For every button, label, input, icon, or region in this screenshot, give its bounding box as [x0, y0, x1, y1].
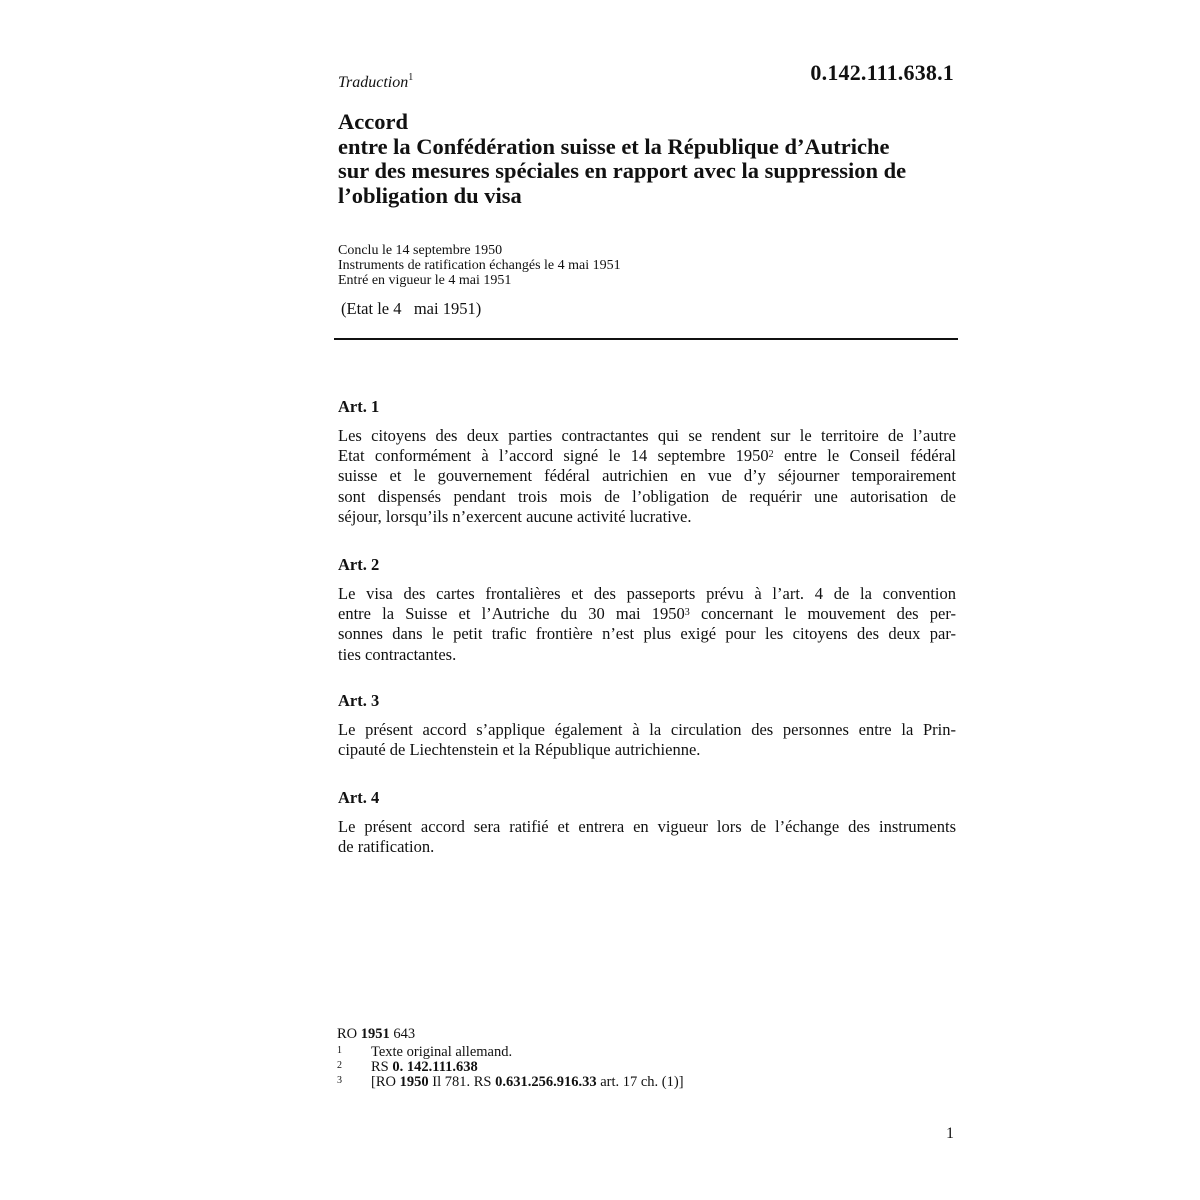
footnote-ref-2: 2: [768, 449, 774, 461]
footnote-rs-number: 0.631.256.916.33: [495, 1074, 597, 1090]
entree-en-vigueur: Entré en vigueur le 4 mai 1951: [338, 273, 512, 288]
ro-year: 1951: [360, 1026, 390, 1042]
article-line: cipauté de Liechtenstein et la République autrichienne.: [338, 740, 701, 760]
document-title: [338, 110, 968, 208]
footnote-number: 2: [337, 1060, 342, 1071]
article-line: [338, 446, 956, 466]
footnote-rs-number: 0. 142.111.638: [392, 1059, 478, 1075]
article-line-text: entre le Conseil fédéral: [773, 446, 956, 466]
instruments-date: Instruments de ratification échangés le 4 mai 1951: [338, 258, 621, 273]
footnote-2: [337, 1060, 684, 1075]
article-heading: Art. 3: [338, 691, 380, 710]
title-line: Accord: [338, 109, 408, 134]
ro-reference: [337, 1027, 684, 1042]
article-line: Le présent accord sera ratifié et entrera en vigueur lors de l’échange des instruments: [338, 817, 956, 836]
article-line: ties contractantes.: [338, 644, 457, 664]
footnote-text: [371, 1060, 478, 1075]
etat-date: (Etat le 4 mai 1951): [341, 299, 482, 318]
article-line: de ratification.: [338, 837, 435, 857]
article-line-text: Etat conformément à l’accord signé le 14 septembre 1950: [338, 446, 769, 466]
footnote-ref-3: 3: [684, 607, 690, 619]
footnote-number: 1: [337, 1045, 342, 1056]
article-line: sonnes dans le petit trafic frontière n’est plus exigé pour les citoyens des deux par-: [338, 624, 956, 644]
article-1: [338, 397, 956, 527]
footnote-ro-year: 1950: [399, 1074, 429, 1090]
title-line: sur des mesures spéciales en rapport avec la suppression de: [338, 158, 907, 183]
article-line: [338, 604, 956, 624]
footnote-number: 3: [337, 1075, 342, 1086]
ro-prefix: RO: [337, 1026, 358, 1042]
footnote-ref-1: 1: [408, 72, 414, 83]
sr-number: 0.142.111.638.1: [810, 60, 954, 85]
article-2: [338, 555, 956, 665]
header-divider: [334, 338, 958, 340]
article-line-text: concernant le mouvement des per-: [689, 604, 956, 624]
title-line: l’obligation du visa: [338, 182, 522, 208]
footnote-text: [371, 1075, 684, 1090]
footnote-text: Texte original allemand.: [371, 1044, 513, 1060]
article-line-text: entre la Suisse et l’Autriche du 30 mai 1950: [338, 604, 685, 624]
article-3: [338, 691, 956, 760]
traduction-label: [338, 74, 413, 92]
traduction-text: Traduction: [338, 74, 409, 91]
article-line: sont dispensés pendant trois mois de l’obligation de requérir une autorisation de: [338, 486, 956, 506]
footnote-prefix: RS: [371, 1059, 393, 1075]
article-line: Le présent accord s’applique également à la circulation des personnes entre la Prin-: [338, 720, 956, 739]
ro-page: 643: [393, 1026, 416, 1042]
title-line: entre la Confédération suisse et la République d’Autriche: [338, 133, 890, 159]
article-line: Le visa des cartes frontalières et des passeports prévu à l’art. 4 de la convention: [338, 584, 956, 603]
ratification-metadata: [338, 243, 621, 288]
footnotes: [337, 1027, 684, 1090]
article-4: [338, 788, 956, 857]
footnote-1: [337, 1045, 684, 1060]
article-line: Les citoyens des deux parties contractantes qui se rendent sur le territoire de l’autre: [338, 426, 956, 445]
footnote-3: [337, 1075, 684, 1090]
article-heading: Art. 1: [338, 397, 380, 416]
article-line: séjour, lorsqu’ils n’exercent aucune activité lucrative.: [338, 506, 692, 526]
article-line: suisse et le gouvernement fédéral autrichien en vue d’y séjourner temporairement: [338, 466, 956, 486]
footnote-part: art. 17 ch. (1)]: [596, 1074, 684, 1090]
page-number: 1: [946, 1125, 954, 1142]
article-heading: Art. 2: [338, 555, 380, 574]
conclu-date: Conclu le 14 septembre 1950: [338, 243, 503, 258]
article-heading: Art. 4: [338, 788, 380, 807]
footnote-part: Il 781. RS: [428, 1074, 496, 1090]
footnote-part: [RO: [371, 1074, 400, 1090]
